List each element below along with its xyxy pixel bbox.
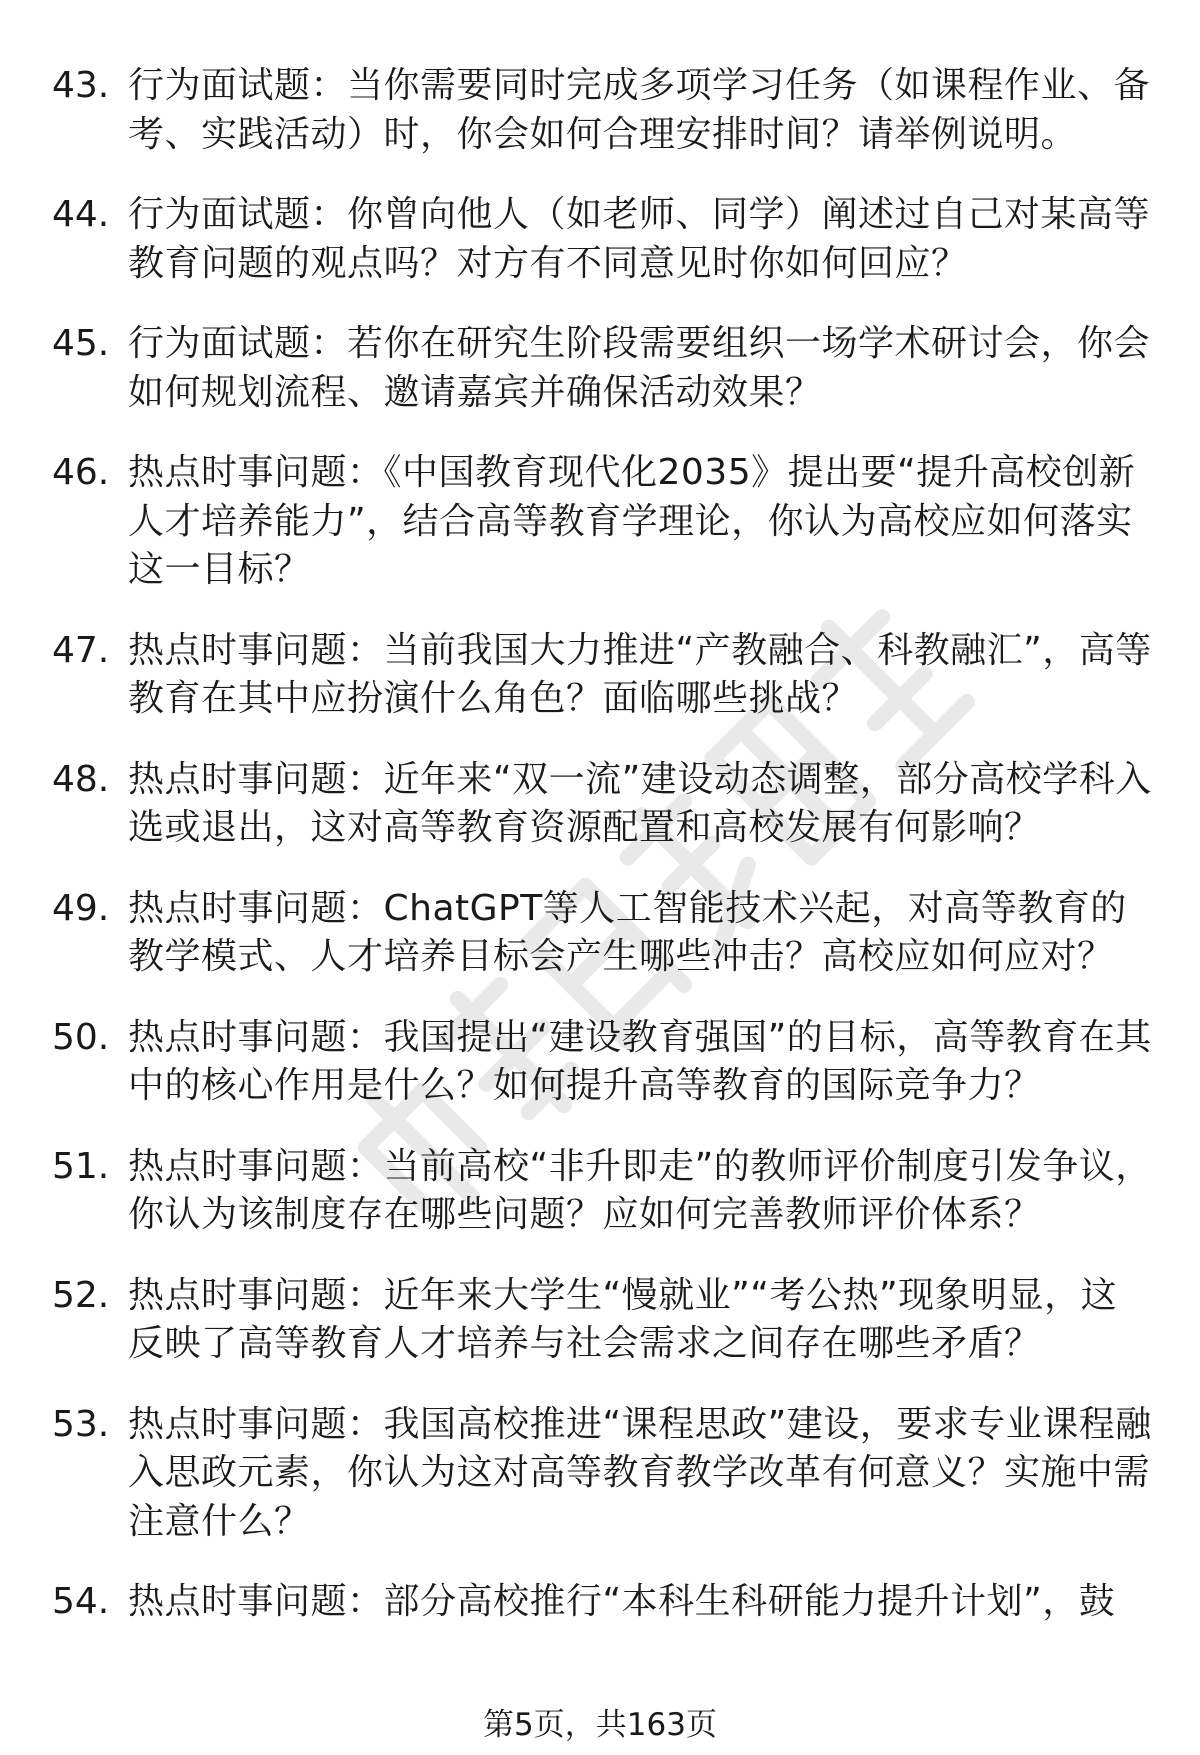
question-text: 热点时事问题：《中国教育现代化2035》提出要“提升高校创新人才培养能力”，结合高等教育学理论，你认为高校应如何落实这一目标？ [128,452,1136,590]
question-item [52,1401,1152,1547]
question-text: 热点时事问题：当前我国大力推进“产教融合、科教融汇”，高等教育在其中应扮演什么角色？面临哪些挑战？ [128,629,1152,719]
question-item [52,756,1152,853]
page-footer [0,1705,1200,1745]
question-text: 热点时事问题：我国高校推进“课程思政”建设，要求专业课程融入思政元素，你认为这对高等教育教学改革有何意义？实施中需注意什么？ [128,1403,1152,1542]
question-text: 热点时事问题：近年来大学生“慢就业”“考公热”现象明显，这反映了高等教育人才培养与社会需求之间存在哪些矛盾？ [128,1274,1118,1364]
question-number: 53. [52,1403,110,1445]
question-number: 49. [52,887,110,929]
question-item [52,62,1152,159]
question-number: 45. [52,323,110,364]
question-item [52,627,1152,724]
question-item [52,1578,1152,1627]
question-number: 47. [52,629,110,671]
question-number: 48. [52,758,110,800]
question-text: 热点时事问题：我国提出“建设教育强国”的目标，高等教育在其中的核心作用是什么？如何提升高等教育的国际竞争力？ [128,1016,1152,1106]
question-text: 行为面试题：当你需要同时完成多项学习任务（如课程作业、备考、实践活动）时，你会如何合理安排时间？请举例说明。 [128,65,1151,155]
question-item [52,320,1152,417]
question-number: 52. [52,1274,110,1316]
question-item [52,1014,1152,1111]
question-text: 热点时事问题：近年来“双一流”建设动态调整，部分高校学科入选或退出，这对高等教育资源配置和高校发展有何影响？ [128,758,1152,848]
question-item [52,449,1152,595]
question-text: 行为面试题：若你在研究生阶段需要组织一场学术研讨会，你会如何规划流程、邀请嘉宾并确保活动效果？ [128,323,1151,413]
question-number: 43. [52,65,110,106]
question-text: 热点时事问题：当前高校“非升即走”的教师评价制度引发争议，你认为该制度存在哪些问题？应如何完善教师评价体系？ [128,1145,1152,1235]
question-item [52,1272,1152,1369]
question-item [52,885,1152,982]
page-number-label: 第5页，共163页 [483,1707,717,1743]
question-number: 46. [52,452,110,493]
question-number: 51. [52,1145,110,1187]
question-number: 50. [52,1016,110,1058]
question-list [52,62,1152,1659]
question-number: 44. [52,194,110,235]
question-text: 行为面试题：你曾向他人（如老师、同学）阐述过自己对某高等教育问题的观点吗？对方有不同意见时你如何回应？ [128,194,1151,284]
question-text: 热点时事问题：部分高校推行“本科生科研能力提升计划”，鼓 [128,1581,1116,1622]
question-item [52,191,1152,288]
question-item [52,1143,1152,1240]
question-number: 54. [52,1581,110,1622]
question-text: 热点时事问题：ChatGPT等人工智能技术兴起，对高等教育的教学模式、人才培养目标会产生哪些冲击？高校应如何应对？ [128,887,1127,977]
